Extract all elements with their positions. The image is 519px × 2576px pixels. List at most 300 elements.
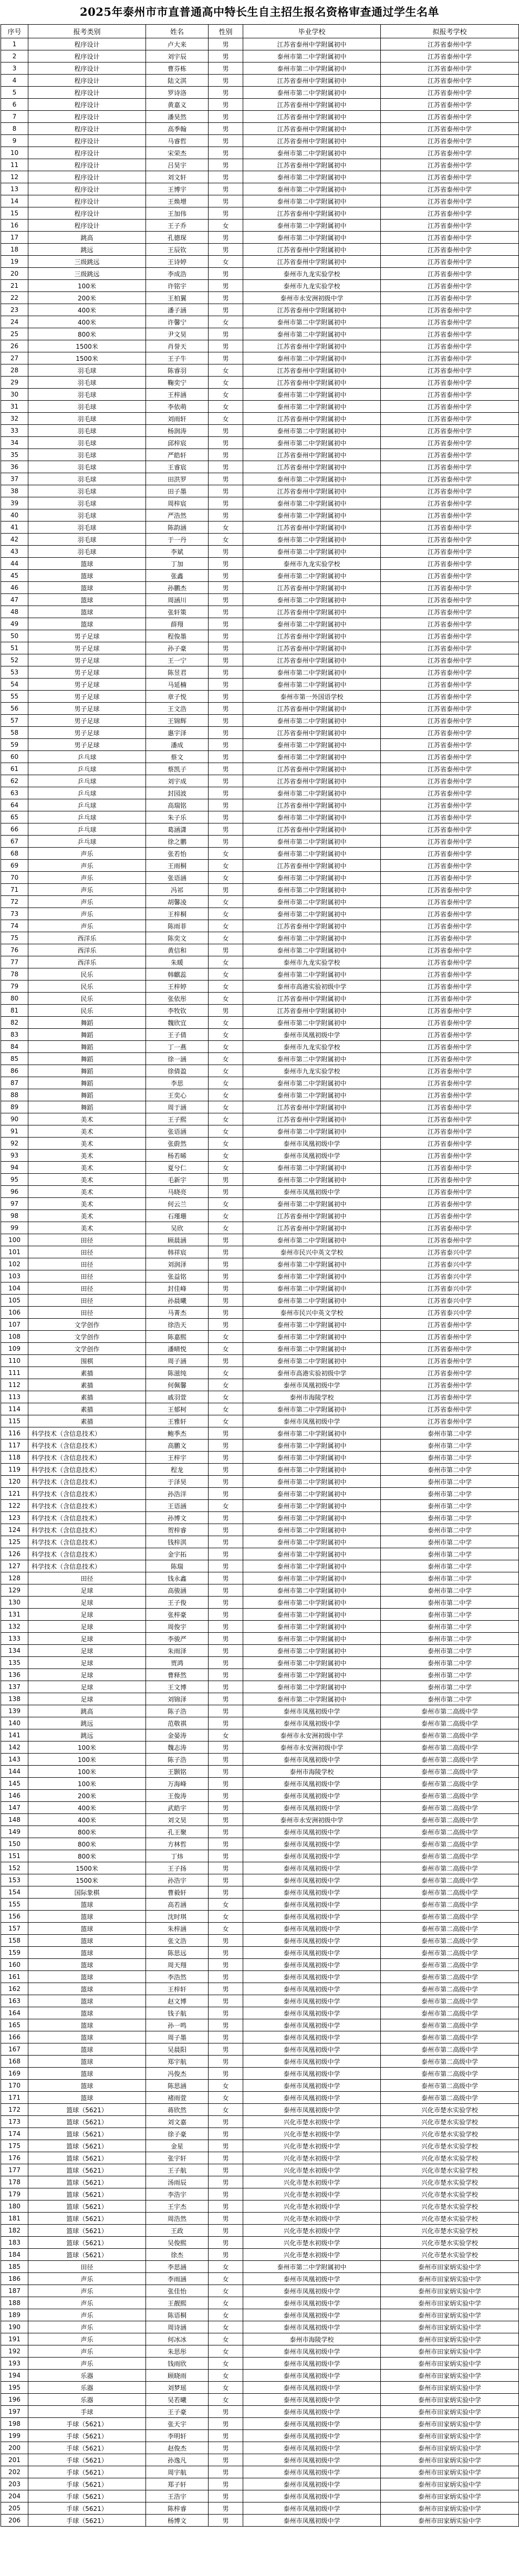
cell-target-school: 江苏省泰州中学 [381,739,519,751]
cell-index: 73 [1,908,28,920]
cell-category: 程序设计 [28,50,146,62]
cell-gender: 男 [209,244,243,256]
cell-graduated-school: 泰州市第一外国语学校 [243,691,381,703]
cell-graduated-school: 泰州市凤凰初级中学 [243,1886,381,1899]
cell-target-school: 江苏省泰州中学 [381,534,519,546]
cell-gender: 男 [209,1935,243,1947]
cell-gender: 女 [209,2394,243,2406]
cell-name: 王焕增 [146,195,209,207]
cell-gender: 男 [209,703,243,715]
cell-graduated-school: 泰州市永安洲初级中学 [243,1741,381,1754]
cell-category: 男子足球 [28,715,146,727]
cell-name: 李骏严 [146,1633,209,1645]
cell-gender: 男 [209,2043,243,2056]
cell-category: 程序设计 [28,87,146,99]
cell-index: 78 [1,968,28,981]
cell-index: 196 [1,2394,28,2406]
cell-name: 周子涵 [146,1355,209,1367]
cell-name: 黄信和 [146,944,209,956]
table-row [1,2056,519,2068]
cell-graduated-school: 江苏省泰州中学附属初中 [243,123,381,135]
table-row [1,1971,519,1983]
cell-gender: 男 [209,1741,243,1754]
cell-graduated-school: 泰州市凤凰初级中学 [243,1935,381,1947]
cell-index: 49 [1,618,28,630]
table-row [1,2478,519,2490]
cell-name: 顾晓雨 [146,2370,209,2382]
cell-name: 周俊宇 [146,1621,209,1633]
cell-name: 李斌 [146,546,209,558]
cell-index: 125 [1,1536,28,1548]
cell-name: 孙晨曦 [146,1295,209,1307]
table-row [1,1826,519,1838]
cell-gender: 女 [209,1729,243,1741]
cell-name: 周梓宸 [146,497,209,509]
cell-gender: 女 [209,1911,243,1923]
table-row [1,2104,519,2116]
cell-gender: 男 [209,1802,243,1814]
cell-index: 83 [1,1029,28,1041]
cell-target-school: 泰州市第二中学 [381,1488,519,1500]
cell-category: 程序设计 [28,195,146,207]
cell-name: 韩麒蕊 [146,968,209,981]
cell-target-school: 江苏省泰州中学 [381,799,519,811]
table-row [1,739,519,751]
cell-target-school: 江苏省泰州中学 [381,123,519,135]
table-row [1,304,519,316]
cell-gender: 男 [209,304,243,316]
cell-category: 舞蹈 [28,1053,146,1065]
cell-name: 马菁杰 [146,1307,209,1319]
cell-graduated-school: 泰州市凤凰初级中学 [243,2345,381,2358]
table-row [1,1198,519,1210]
cell-target-school: 兴化市楚水实验学校 [381,2188,519,2200]
cell-target-school: 泰州市第二高级中学 [381,2019,519,2031]
cell-graduated-school: 泰州市高港实验初级中学 [243,1367,381,1379]
table-row [1,2007,519,2019]
cell-target-school: 江苏省泰州中学 [381,1077,519,1089]
cell-graduated-school: 泰州市第二中学附属初中 [243,594,381,606]
cell-name: 李牧钦 [146,1005,209,1017]
cell-gender: 女 [209,1113,243,1125]
cell-category: 乒乓球 [28,751,146,763]
cell-graduated-school: 泰州市海陵学校 [243,2333,381,2345]
cell-category: 美术 [28,1198,146,1210]
cell-category: 100米 [28,280,146,292]
cell-gender: 男 [209,1850,243,1862]
cell-gender: 男 [209,751,243,763]
cell-target-school: 江苏省泰州中学 [381,449,519,461]
cell-gender: 男 [209,2152,243,2164]
table-row [1,1367,519,1379]
table-row [1,2382,519,2394]
cell-name: 徐一涵 [146,1053,209,1065]
cell-category: 篮球 [28,1923,146,1935]
cell-target-school: 江苏省泰州中学 [381,1150,519,1162]
cell-gender: 男 [209,1657,243,1669]
cell-category: 男子足球 [28,642,146,654]
table-row [1,751,519,763]
cell-target-school: 江苏省泰州中学 [381,630,519,642]
cell-category: 田径 [28,1572,146,1584]
cell-category: 田径 [28,1246,146,1258]
cell-target-school: 江苏省泰州中学 [381,751,519,763]
table-row [1,1355,519,1367]
cell-gender: 男 [209,2225,243,2237]
cell-index: 126 [1,1548,28,1560]
cell-name: 潘晴悦 [146,1343,209,1355]
cell-category: 手球（5621） [28,2442,146,2454]
cell-category: 程序设计 [28,99,146,111]
cell-gender: 男 [209,1512,243,1524]
cell-target-school: 江苏省泰州中学 [381,727,519,739]
cell-gender: 女 [209,413,243,425]
cell-category: 羽毛球 [28,546,146,558]
cell-graduated-school: 江苏省泰州中学附属初中 [243,1005,381,1017]
cell-target-school: 泰州市田家炳实验中学 [381,2430,519,2442]
cell-target-school: 江苏省泰州中学 [381,1415,519,1427]
cell-target-school: 江苏省泰州中学 [381,316,519,328]
cell-target-school: 江苏省泰州中学 [381,1162,519,1174]
cell-target-school: 江苏省泰州中学 [381,1319,519,1331]
cell-index: 9 [1,135,28,147]
cell-gender: 女 [209,1150,243,1162]
cell-graduated-school: 泰州市第二中学附属初中 [243,1476,381,1488]
cell-gender: 男 [209,2515,243,2527]
cell-target-school: 泰州市第二中学 [381,1440,519,1452]
table-row [1,1802,519,1814]
cell-index: 127 [1,1560,28,1572]
cell-gender: 男 [209,884,243,896]
cell-graduated-school: 泰州市民兴中英文学校 [243,1307,381,1319]
cell-category: 篮球 [28,2019,146,2031]
table-row [1,1862,519,1874]
cell-graduated-school: 泰州市第二中学附属初中 [243,328,381,340]
cell-category: 美术 [28,1174,146,1186]
cell-gender: 女 [209,2309,243,2321]
cell-name: 丁炜 [146,1850,209,1862]
cell-name: 周天翔 [146,1959,209,1971]
cell-category: 程序设计 [28,159,146,171]
cell-category: 篮球 [28,606,146,618]
cell-index: 65 [1,811,28,823]
cell-graduated-school: 泰州市第二中学附属初中 [243,1536,381,1548]
cell-name: 冯祁 [146,884,209,896]
cell-gender: 男 [209,461,243,473]
cell-index: 95 [1,1174,28,1186]
cell-index: 16 [1,220,28,232]
cell-index: 64 [1,799,28,811]
cell-target-school: 泰州市第二中学 [381,1633,519,1645]
cell-name: 周子墨 [146,2031,209,2043]
cell-name: 王宇杰 [146,2200,209,2213]
cell-gender: 女 [209,2333,243,2345]
cell-target-school: 江苏省泰州中学 [381,642,519,654]
cell-index: 7 [1,111,28,123]
cell-gender: 女 [209,956,243,968]
cell-index: 54 [1,679,28,691]
cell-graduated-school: 江苏省泰州中学附属初中 [243,111,381,123]
cell-target-school: 泰州市第二中学 [381,1548,519,1560]
cell-graduated-school: 泰州市凤凰初级中学 [243,2442,381,2454]
cell-gender: 男 [209,2418,243,2430]
cell-category: 声乐 [28,920,146,932]
table-row [1,509,519,522]
cell-category: 羽毛球 [28,461,146,473]
table-row [1,232,519,244]
table-row [1,1669,519,1681]
cell-target-school: 泰州市第二中学 [381,1476,519,1488]
cell-index: 124 [1,1524,28,1536]
cell-gender: 男 [209,642,243,654]
cell-gender: 男 [209,2406,243,2418]
table-row [1,1778,519,1790]
cell-category: 舞蹈 [28,1017,146,1029]
cell-gender: 男 [209,2116,243,2128]
cell-graduated-school: 泰州市第二中学附属初中 [243,932,381,944]
cell-category: 羽毛球 [28,497,146,509]
cell-index: 20 [1,268,28,280]
table-row [1,2418,519,2430]
cell-graduated-school: 泰州市第二中学附属初中 [243,389,381,401]
table-row [1,1125,519,1138]
cell-target-school: 兴化市楚水实验学校 [381,2200,519,2213]
cell-graduated-school: 泰州市凤凰初级中学 [243,2007,381,2019]
cell-graduated-school: 泰州市凤凰初级中学 [243,2430,381,2442]
table-row [1,1488,519,1500]
cell-graduated-school: 江苏省泰州中学附属初中 [243,207,381,220]
cell-category: 篮球（5621） [28,2225,146,2237]
cell-name: 陈思涵 [146,2080,209,2092]
cell-category: 科学技术（含信息技术） [28,1548,146,1560]
table-row [1,715,519,727]
cell-category: 跳高 [28,1705,146,1717]
cell-name: 金晏涛 [146,1729,209,1741]
cell-name: 陈子浩 [146,1754,209,1766]
table-row [1,1645,519,1657]
cell-name: 王雨桐 [146,860,209,872]
cell-graduated-school: 江苏省泰州中学附属初中 [243,860,381,872]
cell-category: 科学技术（含信息技术） [28,1512,146,1524]
cell-name: 张蔚然 [146,1138,209,1150]
cell-index: 171 [1,2092,28,2104]
cell-category: 田径 [28,1258,146,1270]
cell-graduated-school: 兴化市楚水初级中学 [243,2188,381,2200]
cell-gender: 男 [209,666,243,679]
cell-target-school: 泰州市第二中学 [381,1560,519,1572]
cell-graduated-school: 泰州市第二中学附属初中 [243,570,381,582]
cell-index: 22 [1,292,28,304]
cell-target-school: 泰州市第二高级中学 [381,2056,519,2068]
cell-target-school: 江苏省泰州中学 [381,38,519,50]
cell-target-school: 江苏省泰州中学 [381,280,519,292]
cell-gender: 男 [209,1597,243,1609]
table-row [1,2502,519,2515]
cell-name: 王语涵 [146,1500,209,1512]
table-row [1,1766,519,1778]
cell-category: 素描 [28,1403,146,1415]
cell-category: 羽毛球 [28,364,146,377]
cell-graduated-school: 泰州市凤凰初级中学 [243,2309,381,2321]
cell-gender: 男 [209,449,243,461]
cell-gender: 女 [209,993,243,1005]
cell-gender: 女 [209,534,243,546]
cell-name: 张若怡 [146,848,209,860]
cell-index: 185 [1,2261,28,2273]
cell-graduated-school: 泰州市第二中学附属初中 [243,171,381,183]
cell-target-school: 泰州市第二高级中学 [381,1874,519,1886]
cell-graduated-school: 泰州市凤凰初级中学 [243,2043,381,2056]
cell-name: 何云兰 [146,1198,209,1210]
cell-target-school: 泰州市第二高级中学 [381,1814,519,1826]
cell-category: 舞蹈 [28,1101,146,1113]
cell-category: 羽毛球 [28,509,146,522]
cell-graduated-school: 泰州市第二中学附属初中 [243,1125,381,1138]
cell-name: 徐之鹏 [146,836,209,848]
cell-gender: 女 [209,1343,243,1355]
cell-index: 161 [1,1971,28,1983]
cell-gender: 男 [209,2478,243,2490]
cell-index: 176 [1,2152,28,2164]
table-row [1,1053,519,1065]
cell-target-school: 泰州市第二高级中学 [381,1983,519,1995]
cell-target-school: 泰州市第二高级中学 [381,1729,519,1741]
cell-gender: 女 [209,220,243,232]
table-row [1,485,519,497]
cell-category: 足球 [28,1657,146,1669]
cell-index: 61 [1,763,28,775]
cell-graduated-school: 泰州市第二中学附属初中 [243,679,381,691]
cell-category: 1500米 [28,340,146,352]
cell-target-school: 江苏省泰州中学 [381,1174,519,1186]
cell-name: 于泽昊 [146,1476,209,1488]
cell-name: 孙一鸣 [146,2019,209,2031]
cell-target-school: 江苏省泰州中学 [381,811,519,823]
cell-category: 程序设计 [28,147,146,159]
cell-target-school: 泰州市第二高级中学 [381,1802,519,1814]
cell-target-school: 江苏省泰州中学 [381,111,519,123]
cell-gender: 男 [209,1681,243,1693]
cell-gender: 男 [209,38,243,50]
cell-name: 李思涵 [146,2261,209,2273]
cell-index: 109 [1,1343,28,1355]
cell-index: 34 [1,437,28,449]
cell-name: 范敬祺 [146,1717,209,1729]
cell-target-school: 江苏省泰州中学 [381,582,519,594]
table-row [1,147,519,159]
cell-graduated-school: 江苏省泰州中学附属初中 [243,522,381,534]
cell-index: 62 [1,775,28,787]
cell-target-school: 江苏省泰州中学 [381,823,519,836]
cell-category: 篮球（5621） [28,2116,146,2128]
cell-target-school: 江苏省泰州中学 [381,968,519,981]
table-row [1,1621,519,1633]
cell-target-school: 江苏省泰州中学 [381,304,519,316]
table-row [1,1319,519,1331]
cell-gender: 男 [209,147,243,159]
cell-graduated-school: 泰州市凤凰初级中学 [243,1947,381,1959]
cell-index: 107 [1,1319,28,1331]
cell-index: 69 [1,860,28,872]
cell-name: 刘文昊 [146,1814,209,1826]
cell-gender: 男 [209,944,243,956]
cell-name: 鲍季杰 [146,1427,209,1440]
table-row [1,1874,519,1886]
cell-name: 李浩宇 [146,2188,209,2200]
cell-category: 手球（5621） [28,2478,146,2490]
cell-gender: 男 [209,1452,243,1464]
cell-index: 111 [1,1367,28,1379]
cell-gender: 男 [209,1971,243,1983]
cell-name: 钱梓淇 [146,1536,209,1548]
cell-gender: 男 [209,1536,243,1548]
table-row [1,1174,519,1186]
cell-category: 篮球 [28,2080,146,2092]
cell-category: 西洋乐 [28,956,146,968]
cell-category: 男子足球 [28,727,146,739]
cell-gender: 男 [209,558,243,570]
cell-graduated-school: 江苏省泰州中学附属初中 [243,727,381,739]
cell-gender: 男 [209,1307,243,1319]
cell-name: 马延楠 [146,679,209,691]
cell-target-school: 江苏省泰州中学 [381,558,519,570]
cell-name: 惠宇泽 [146,727,209,739]
cell-category: 手球（5621） [28,2490,146,2502]
cell-target-school: 泰州市第二中学 [381,1500,519,1512]
cell-index: 106 [1,1307,28,1319]
cell-index: 119 [1,1464,28,1476]
cell-index: 175 [1,2140,28,2152]
cell-target-school: 江苏省泰州中学 [381,522,519,534]
table-row [1,727,519,739]
cell-graduated-school: 泰州市凤凰初级中学 [243,1850,381,1862]
cell-gender: 男 [209,509,243,522]
cell-graduated-school: 泰州市凤凰初级中学 [243,1790,381,1802]
cell-target-school: 江苏省泰州中学 [381,413,519,425]
cell-name: 王俊涛 [146,1790,209,1802]
cell-target-school: 江苏省泰州中学 [381,62,519,75]
cell-target-school: 泰州市第二高级中学 [381,1947,519,1959]
cell-graduated-school: 泰州市第二中学附属初中 [243,1452,381,1464]
cell-graduated-school: 泰州市第二中学附属初中 [243,2261,381,2273]
cell-graduated-school: 泰州市凤凰初级中学 [243,2104,381,2116]
cell-gender: 女 [209,1017,243,1029]
cell-index: 160 [1,1959,28,1971]
cell-gender: 男 [209,2490,243,2502]
cell-gender: 男 [209,811,243,823]
table-row [1,2200,519,2213]
table-row [1,389,519,401]
table-row [1,1246,519,1258]
cell-category: 三级跳远 [28,256,146,268]
cell-name: 周涵川 [146,594,209,606]
cell-name: 王浩宇 [146,2490,209,2502]
cell-index: 8 [1,123,28,135]
table-row [1,2345,519,2358]
cell-name: 王加伟 [146,207,209,220]
cell-target-school: 泰州市田家炳实验中学 [381,2490,519,2502]
cell-target-school: 江苏省泰州中学 [381,1210,519,1222]
cell-index: 56 [1,703,28,715]
cell-index: 135 [1,1657,28,1669]
table-row [1,328,519,340]
cell-index: 25 [1,328,28,340]
cell-gender: 女 [209,1065,243,1077]
table-row [1,2043,519,2056]
cell-index: 146 [1,1790,28,1802]
cell-name: 封园波 [146,787,209,799]
cell-category: 民乐 [28,968,146,981]
